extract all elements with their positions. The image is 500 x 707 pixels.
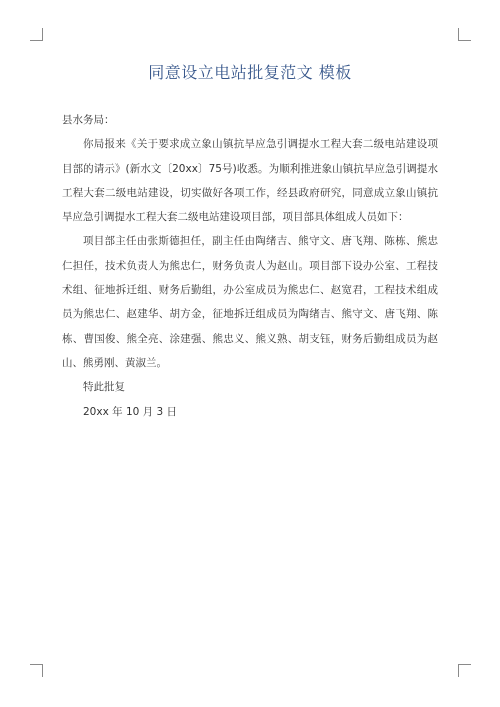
crop-mark-bottom-left — [30, 664, 43, 677]
paragraph-request: 你局报来《关于要求成立象山镇抗旱应急引调提水工程大套二级电站建设项目部的请示》(新水文〔20xx〕75号)收悉。为顺利推进象山镇抗旱应急引调提水工程大套二级电站建设，切实做好各项工作，经县政府研究，同意成立象山镇抗旱应急引调提水工程大套二级电站建设项目部，项目部具体组成人员如下： — [62, 138, 438, 224]
crop-mark-bottom-right — [458, 664, 471, 677]
paragraph-closing: 特此批复 — [83, 381, 125, 394]
document-date: 20xx 年 10 月 3 日 — [83, 405, 178, 418]
crop-mark-top-right — [458, 28, 471, 41]
salutation: 县水务局： — [62, 114, 115, 126]
document-body — [62, 108, 438, 424]
paragraph-members: 项目部主任由张斯德担任，副主任由陶绪吉、熊守文、唐飞翔、陈栋、熊忠仁担任，技术负责人为熊忠仁，财务负责人为赵山。项目部下设办公室、工程技术组、征地拆迁组、财务后勤组，办公室成员为熊忠仁、赵宽君，工程技术组成员为熊忠仁、赵建华、胡方金，征地拆迁组成员为陶绪吉、熊守文、唐飞翔、陈栋、曹国俊、熊全亮、涂建强、熊忠义、熊义熟、胡支钰，财务后勤组成员为赵山、熊勇刚、黄淑兰。 — [62, 235, 438, 369]
document-title: 同意设立电站批复范文 模板 — [148, 63, 352, 82]
crop-mark-top-left — [30, 28, 43, 41]
